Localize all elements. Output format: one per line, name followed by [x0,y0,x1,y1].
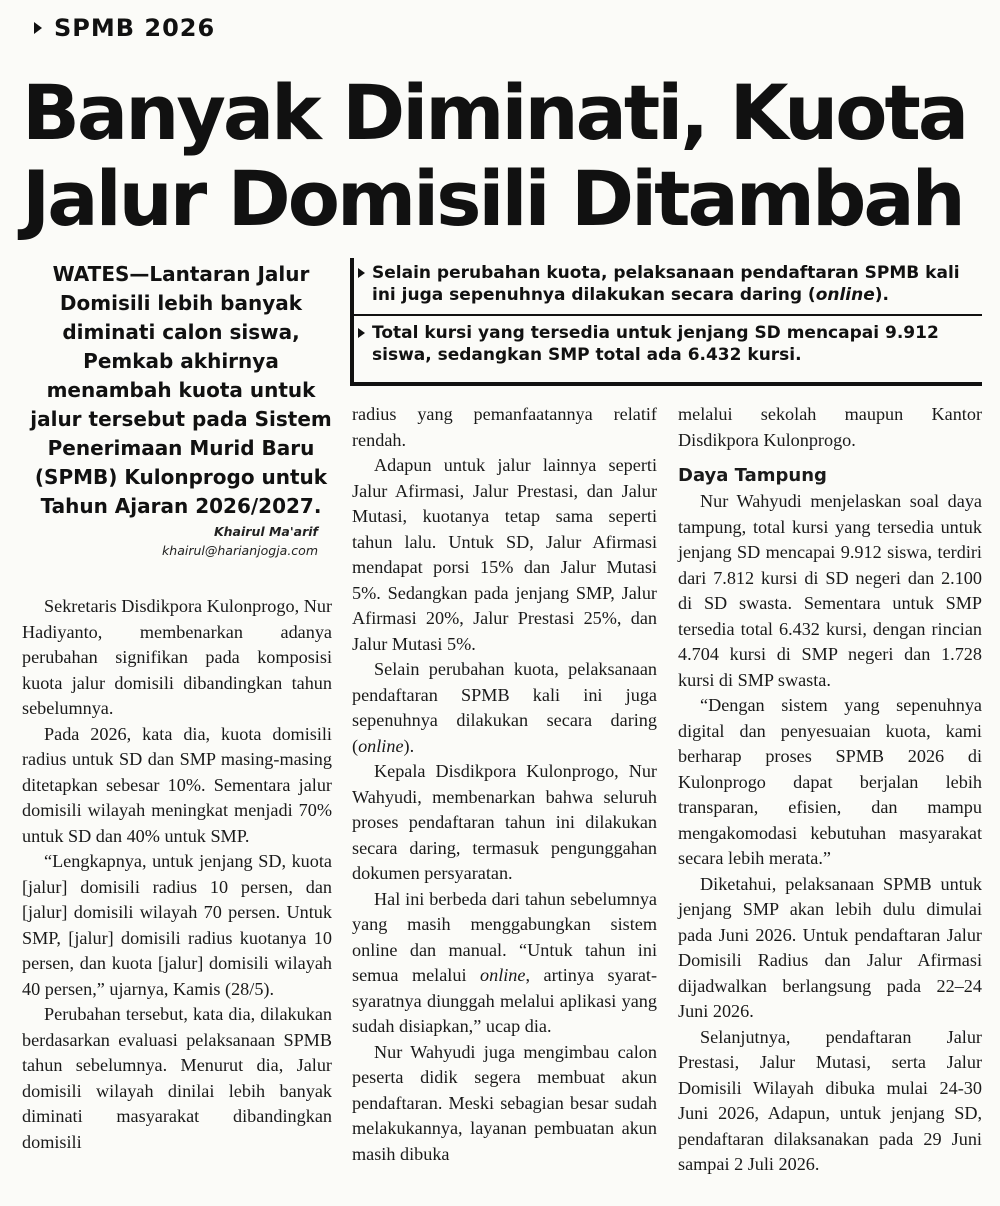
highlight-item-1 [372,262,982,306]
column-2 [352,402,657,1167]
col3-paragraph-3: “Dengan sistem yang sepenuhnya digital dan penyesuaian kuota, kami berharap proses SPMB 2026 di Kulonprogo dapat berjalan lebih transparan, efisien, dan mampu mengakomodasi kebutuhan masyarakat secara lebih merata.” [678,695,982,868]
section-kicker [34,14,215,42]
headline-line-2: Jalur Domisili Ditambah [22,154,963,243]
col2-p3-before: Selain perubahan kuota, pelaksanaan pendaftaran SPMB kali ini juga sepenuhnya dilakukan secara daring ( [352,659,657,756]
highlight-2-text: Total kursi yang tersedia untuk jenjang SD mencapai 9.912 siswa, sedangkan SMP total ada 6.432 kursi. [372,323,939,365]
highlight-1-text-after: ). [874,285,889,305]
triangle-bullet-icon [358,268,365,278]
highlights-divider [354,314,982,316]
col3-paragraph-5: Selanjutnya, pendaftaran Jalur Prestasi, Jalur Mutasi, serta Jalur Domisili Wilayah dibuka mulai 24-30 Juni 2026, Adapun, untuk jenjang SD, pendaftaran dilaksanakan pada 29 Juni sampai 2 Juli 2026. [678,1026,982,1174]
column-3 [678,402,982,1178]
highlight-item-2 [372,322,982,366]
byline [40,522,318,560]
col3-paragraph-1: melalui sekolah maupun Kantor Disdikpora Kulonprogo. [678,404,982,450]
lead-paragraph: WATES—Lantaran Jalur Domisili lebih banyak diminati calon siswa, Pemkab akhirnya menambah kuota untuk jalur tersebut pada Sistem Penerimaan Murid Baru (SPMB) Kulonprogo untuk Tahun Ajaran 2026/2027. [30,262,332,518]
author-email: khairul@harianjogja.com [162,543,318,558]
col1-paragraph-2: Pada 2026, kata dia, kuota domisili radius untuk SD dan SMP masing-masing ditetapkan sebesar 10%. Sementara jalur domisili wilayah meningkat menjadi 70% untuk SD dan 40% untuk SMP. [22,723,332,846]
col2-paragraph-2: Adapun untuk jalur lainnya seperti Jalur Afirmasi, Jalur Prestasi, dan Jalur Mutasi, kuotanya tetap sama seperti tahun lalu. Untuk SD, Jalur Afirmasi mendapat porsi 15% dan Jalur Mutasi 5%. Sedangkan pada jenjang SMP, Jalur Afirmasi 20%, Jalur Prestasi 25%, dan Jalur Mutasi 5%. [352,455,657,654]
col2-paragraph-3 [352,657,657,759]
headline [22,70,982,242]
col2-paragraph-4: Kepala Disdikpora Kulonprogo, Nur Wahyudi, membenarkan bahwa seluruh proses pendaftaran tahun ini dilakukan secara daring, termasuk pengunggahan dokumen persyaratan. [352,761,657,883]
col2-p3-after: ). [403,735,415,756]
col1-paragraph-4: Perubahan tersebut, kata dia, dilakukan berdasarkan evaluasi pelaksanaan SPMB tahun sebelumnya. Menurut dia, Jalur domisili wilayah dinilai lebih banyak diminati masyarakat dibandingkan domisili [22,1004,332,1152]
col2-paragraph-5 [352,887,657,1040]
column-1 [22,594,332,1155]
headline-line-1: Banyak Diminati, Kuota [22,68,967,157]
triangle-bullet-icon [34,22,42,34]
subheading-daya-tampung: Daya Tampung [678,465,827,486]
col2-paragraph-1: radius yang pemanfaatannya relatif rendah. [352,404,657,450]
triangle-bullet-icon [358,328,365,338]
col2-paragraph-6: Nur Wahyudi juga mengimbau calon peserta didik segera membuat akun pendaftaran. Meski sebagian besar sudah melakukannya, layanan pembuatan akun masih dibuka [352,1041,657,1164]
col3-paragraph-4: Diketahui, pelaksanaan SPMB untuk jenjang SMP akan lebih dulu dimulai pada Juni 2026. Untuk pendaftaran Jalur Domisili Radius dan Jalur Afirmasi dijadwalkan berlangsung pada 22–24 Juni 2026. [678,873,982,1021]
col2-p5-after: , artinya syarat-syaratnya diunggah melalui aplikasi yang sudah disiapkan,” ucap dia. [352,965,658,1036]
col2-p3-italic: online [358,735,404,756]
kicker-label: SPMB 2026 [54,14,216,42]
author-name: Khairul Ma'arif [213,524,318,539]
col2-p5-italic: online [480,965,526,985]
col1-paragraph-1: Sekretaris Disdikpora Kulonprogo, Nur Hadiyanto, membenarkan adanya perubahan signifikan pada komposisi kuota jalur domisili dibandingkan tahun sebelumnya. [22,596,332,718]
col1-paragraph-3: “Lengkapnya, untuk jenjang SD, kuota [jalur] domisili radius 10 persen, dan [jalur] domisili wilayah 70 persen. Untuk SMP, [jalur] domisili radius kuotanya 10 persen, dan kuota [jalur] domisili wilayah 40 persen,” ujarnya, Kamis (28/5). [22,851,332,999]
highlight-1-text-before: Selain perubahan kuota, pelaksanaan pendaftaran SPMB kali ini juga sepenuhnya dilakukan secara daring ( [372,263,960,305]
highlight-1-italic: online [815,285,875,305]
col3-paragraph-2: Nur Wahyudi menjelaskan soal daya tampung, total kursi yang tersedia untuk jenjang SD mencapai 9.912 siswa, terdiri dari 7.812 kursi di SD negeri dan 2.100 di SD swasta. Sementara untuk SMP tersedia total 6.432 kursi, dengan rincian 4.704 kursi di SMP negeri dan 1.728 kursi di SMP swasta. [678,491,982,690]
col2-p5-before: Hal ini berbeda dari tahun sebelumnya yang masih menggabungkan sistem online dan manual. “Untuk tahun ini semua melalui [352,888,657,985]
